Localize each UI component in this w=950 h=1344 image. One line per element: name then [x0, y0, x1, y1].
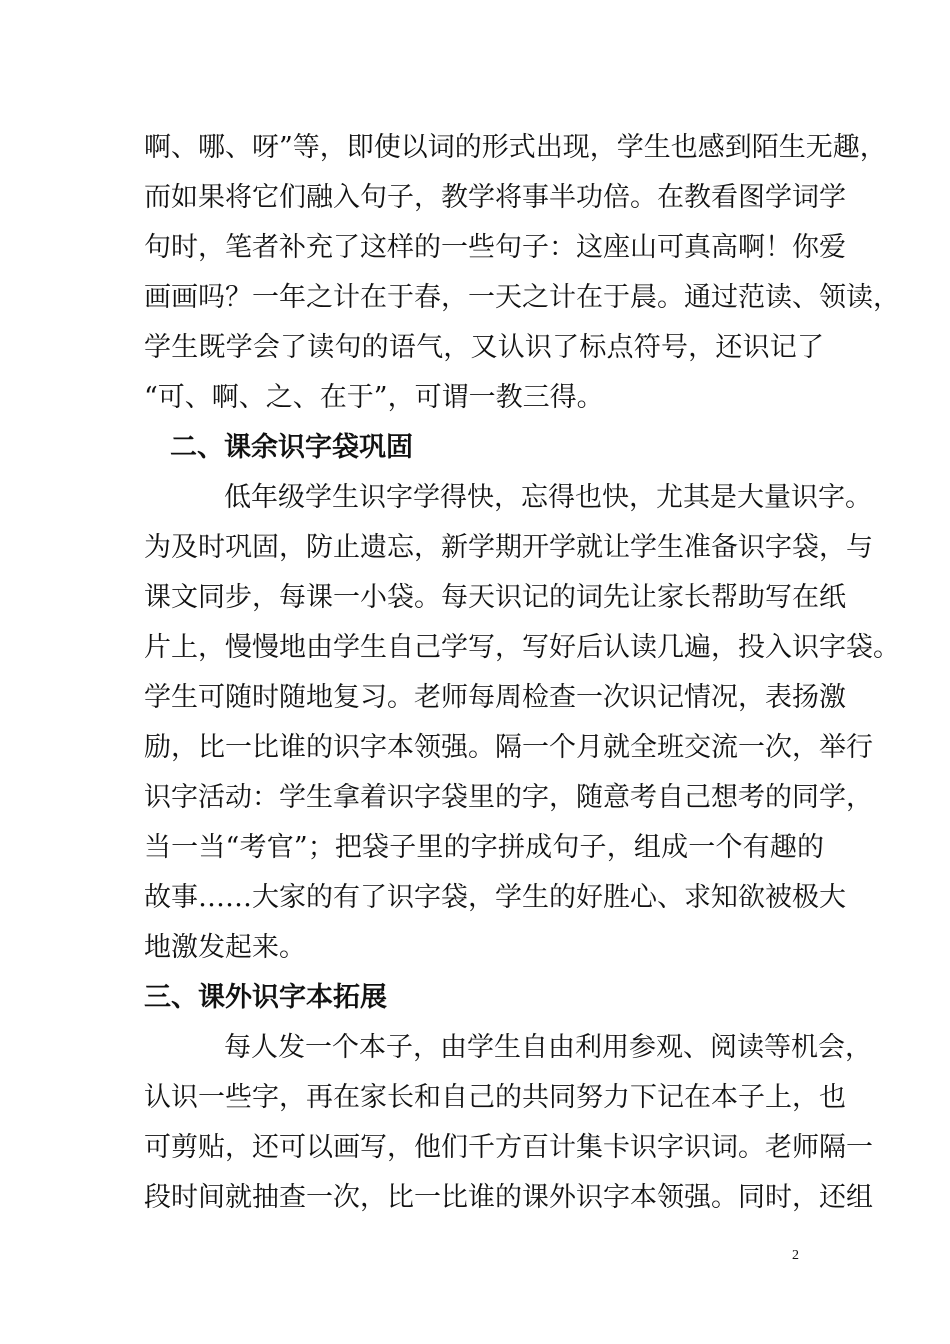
- section-heading: 三、课外识字本拓展: [144, 982, 387, 1013]
- body-text-line: 低年级学生识字学得快，忘得也快，尤其是大量识字。: [224, 482, 872, 513]
- body-text-line: 励，比一比谁的识字本领强。隔一个月就全班交流一次，举行: [144, 732, 873, 763]
- body-text-line: 句时，笔者补充了这样的一些句子：这座山可真高啊！你爱: [144, 232, 846, 263]
- body-text-line: 识字活动：学生拿着识字袋里的字，随意考自己想考的同学，: [144, 782, 873, 813]
- body-text-line: 课文同步，每课一小袋。每天识记的词先让家长帮助写在纸: [144, 582, 846, 613]
- body-text-line: 学生可随时随地复习。老师每周检查一次识记情况，表扬激: [144, 682, 846, 713]
- body-text-line: 地激发起来。: [144, 932, 306, 963]
- body-text-line: “可、啊、之、在于”，可谓一教三得。: [144, 382, 604, 413]
- body-text-line: 学生既学会了读句的语气，又认识了标点符号，还识记了: [144, 332, 824, 363]
- body-text-line: 画画吗？一年之计在于春，一天之计在于晨。通过范读、领读，: [144, 282, 900, 313]
- body-text-line: 啊、哪、呀”等，即使以词的形式出现，学生也感到陌生无趣，: [144, 132, 887, 163]
- body-text-line: 而如果将它们融入句子，教学将事半功倍。在教看图学词学: [144, 182, 846, 213]
- body-text-line: 当一当“考官”；把袋子里的字拼成句子，组成一个有趣的: [144, 832, 824, 863]
- page-number: 2: [792, 1248, 799, 1263]
- body-text-line: 段时间就抽查一次，比一比谁的课外识字本领强。同时，还组: [144, 1182, 873, 1213]
- body-text-line: 每人发一个本子，由学生自由利用参观、阅读等机会，: [224, 1032, 872, 1063]
- body-text-line: 可剪贴，还可以画写，他们千方百计集卡识字识词。老师隔一: [144, 1132, 873, 1163]
- body-text-line: 故事……大家的有了识字袋，学生的好胜心、求知欲被极大: [144, 882, 846, 913]
- body-text-line: 片上，慢慢地由学生自己学写，写好后认读几遍，投入识字袋。: [144, 632, 900, 663]
- body-text-line: 认识一些字，再在家长和自己的共同努力下记在本子上，也: [144, 1082, 846, 1113]
- section-heading: 二、课余识字袋巩固: [170, 432, 413, 463]
- body-text-line: 为及时巩固，防止遗忘，新学期开学就让学生准备识字袋，与: [144, 532, 873, 563]
